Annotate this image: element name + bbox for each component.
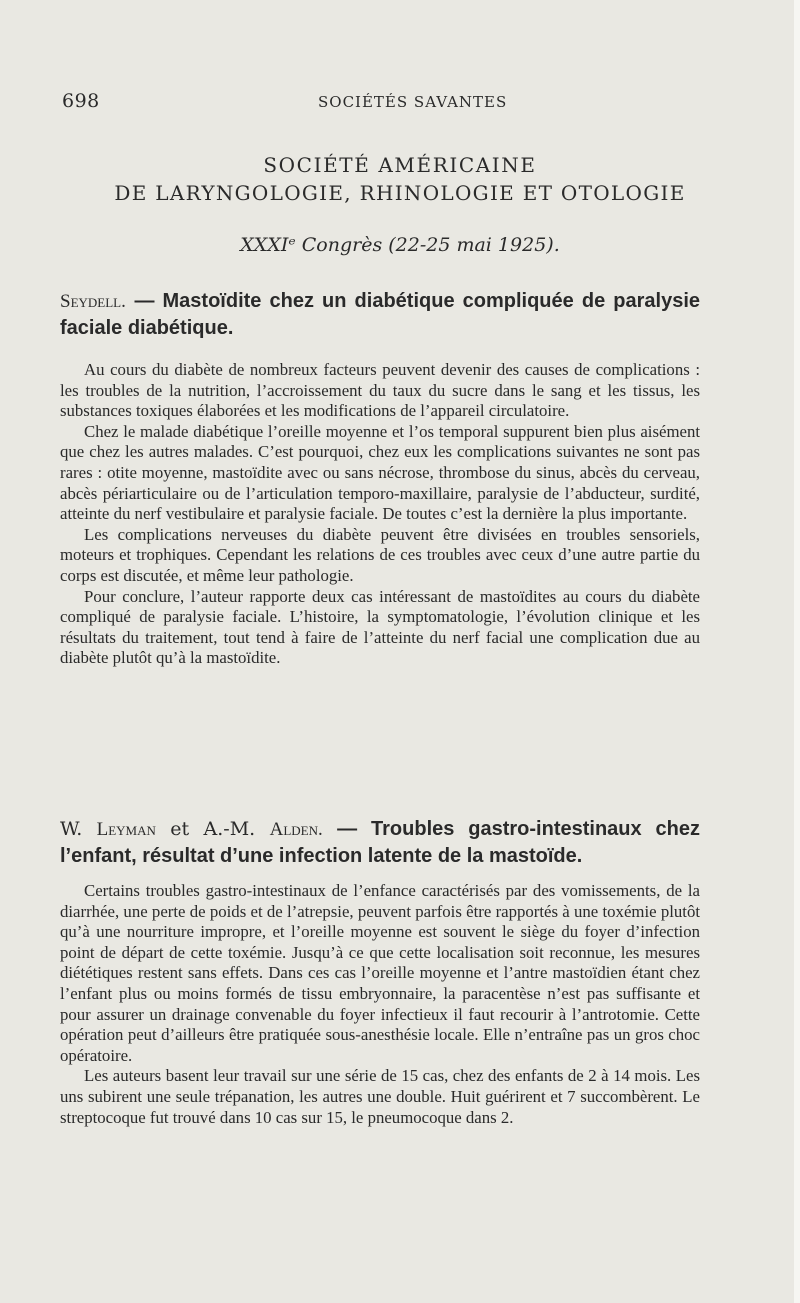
article-2-heading <box>60 816 700 870</box>
article-1-title: — Mastoïdite chez un diabétique compliquée de paralysie faciale diabétique. <box>60 290 701 339</box>
article-1-author: Seydell. <box>60 291 126 312</box>
page-number: 698 <box>62 90 100 112</box>
society-specialties: DE LARYNGOLOGIE, RHINOLOGIE ET OTOLOGIE <box>114 181 686 205</box>
article-2-paragraph: Les auteurs basent leur travail sur une série de 15 cas, chez des enfants de 2 à 14 mois. Les uns subirent une seule trépanation, les autres une double. Huit guérirent et 7 succombèrent. Le streptocoque fut trouvé dans 10 cas sur 15, le pneumocoque dans 2. <box>60 1066 700 1127</box>
congress-line: XXXIᵉ Congrès (22-25 mai 1925). <box>240 234 560 256</box>
article-1-paragraph: Au cours du diabète de nombreux facteurs peuvent devenir des causes de complications : les troubles de la nutrition, l’accroissement du taux du sucre dans le sang et les tissus, les substances toxiques élaborées et les modifications de l’appareil circulatoire. <box>60 360 700 421</box>
article-2-author-1: Leyman <box>96 819 156 840</box>
article-2-author-prefix: W. <box>60 818 97 840</box>
running-head: SOCIÉTÉS SAVANTES <box>318 93 508 111</box>
article-2-author-2: Alden. <box>269 819 323 840</box>
article-1-body <box>60 360 700 669</box>
article-2-author-join: et A.-M. <box>155 818 270 840</box>
article-2-title: — Troubles gastro-intestinaux chez l’enfant, résultat d’une infection latente de la mastoïde. <box>60 818 700 867</box>
article-1-paragraph: Chez le malade diabétique l’oreille moyenne et l’os temporal suppurent bien plus aisément que chez les autres malades. C’est pourquoi, chez eux les complications suivantes ne sont pas rares : otite moyenne, mastoïdite avec ou sans nécrose, thrombose du sinus, abcès du cerveau, abcès périarticulaire ou de l’articulation temporo-maxillaire, paralysie de l’abducteur, surdité, atteinte du nerf vestibulaire et paralysie faciale. De toutes c’est la dernière la plus importante. <box>60 421 700 524</box>
article-1-paragraph: Les complications nerveuses du diabète peuvent être divisées en troubles sensoriels, moteurs et trophiques. Cependant les relations de ces troubles avec ceux d’une autre partie du corps est discutée, et même leur pathologie. <box>60 524 700 585</box>
article-2-body <box>60 881 700 1128</box>
article-1-heading <box>60 288 700 342</box>
article-1-paragraph: Pour conclure, l’auteur rapporte deux cas intéressant de mastoïdites au cours du diabète compliqué de paralysie faciale. L’histoire, la symptomatologie, l’évolution clinique et les résultats du traitement, tout tend à faire de l’atteinte du nerf facial une complication due au diabète plutôt qu’à la mastoïdite. <box>60 586 700 668</box>
article-2-paragraph: Certains troubles gastro-intestinaux de l’enfance caractérisés par des vomissements, de la diarrhée, une perte de poids et de l’atrepsie, peuvent parfois être rapportés à une toxémie plutôt qu’à une nourriture impropre, et l’oreille moyenne est souvent le siège du foyer d’infection point de départ de cette toxémie. Jusqu’à ce que cette localisation soit reconnue, les mesures diététiques restent sans effets. Dans ces cas l’oreille moyenne et l’antre mastoïdien étant chez l’enfant plus ou moins formés de tissu embryonnaire, la paracentèse n’est pas suffisante et pour assurer un drainage convenable du foyer infectieux il faut recourir à l’antrotomie. Cette opération peut d’ailleurs être pratiquée sous-anesthésie locale. Elle n’entraîne pas un gros choc opératoire. <box>60 881 700 1065</box>
society-name: SOCIÉTÉ AMÉRICAINE <box>263 153 537 177</box>
page-header <box>62 90 700 114</box>
